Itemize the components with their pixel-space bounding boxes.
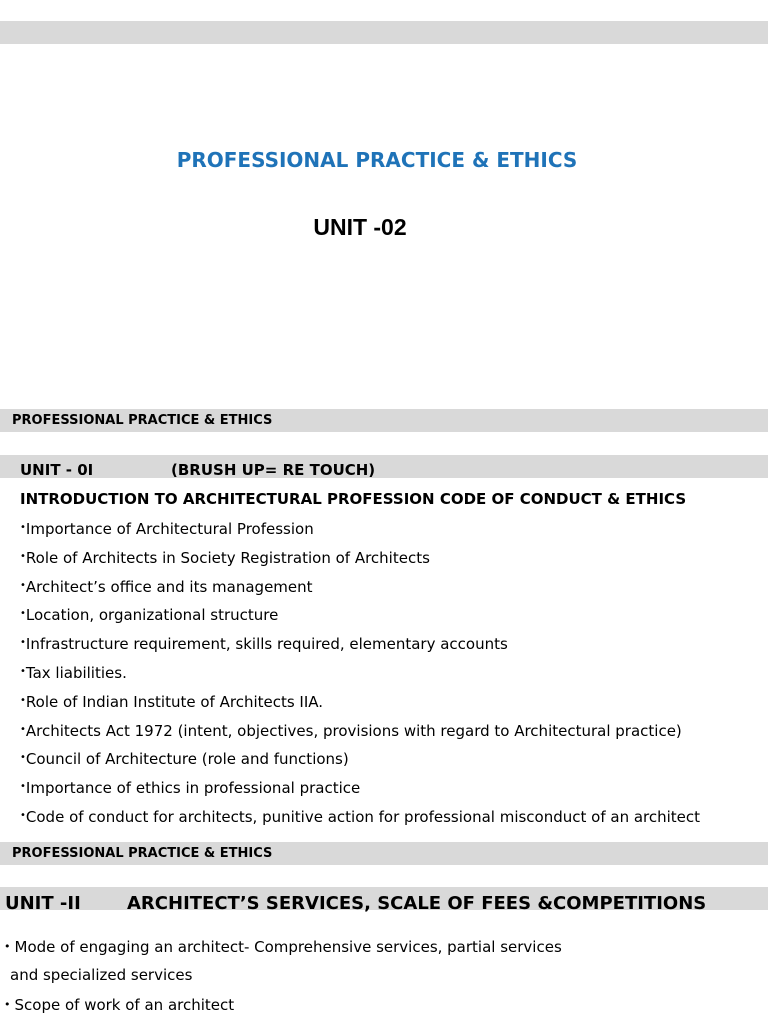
bullet-icon: • [20, 723, 26, 735]
bullet-icon: • [4, 998, 11, 1011]
bullet-icon: • [20, 781, 26, 793]
list-item: •Role of Indian Institute of Architects IIA. [20, 692, 324, 711]
unit-heading [20, 461, 376, 479]
bullet-icon: • [20, 522, 26, 533]
unit-number-title: UNIT -02 [313, 214, 407, 240]
unit-heading-band [0, 455, 768, 478]
topic-list [4, 932, 562, 1019]
list-item-continuation: and specialized services [10, 966, 193, 984]
bullet-icon: • [4, 940, 11, 953]
list-item: •Importance of ethics in professional practice [20, 779, 361, 798]
unit-subtitle: (BRUSH UP= RE TOUCH) [171, 461, 376, 479]
list-item: •Location, organizational structure [20, 606, 279, 625]
unit-label: UNIT - 0I [20, 461, 94, 479]
bullet-icon: • [20, 637, 26, 649]
list-item: •Infrastructure requirement, skills required, elementary accounts [20, 635, 508, 654]
list-item: • Scope of work of an architect [4, 996, 235, 1014]
unit-heading [5, 893, 707, 914]
unit-label: UNIT -II [5, 893, 81, 914]
slide-header-text: PROFESSIONAL PRACTICE & ETHICS [12, 413, 273, 428]
list-item: •Role of Architects in Society Registration of Architects [20, 548, 430, 567]
bullet-icon: • [20, 809, 26, 821]
list-item: •Architect’s office and its management [20, 577, 313, 596]
bullet-icon: • [20, 550, 26, 562]
list-item: • Mode of engaging an architect- Comprehensive services, partial services [4, 938, 562, 956]
list-item: •Importance of Architectural Profession [20, 520, 314, 538]
slide-top-band [0, 21, 768, 44]
bullet-icon: • [20, 579, 26, 591]
bullet-icon: • [20, 608, 26, 620]
section-intro-heading: INTRODUCTION TO ARCHITECTURAL PROFESSION CODE OF CONDUCT & ETHICS [20, 490, 687, 508]
bullet-icon: • [20, 752, 26, 764]
bullet-icon: • [20, 665, 26, 677]
list-item: •Architects Act 1972 (intent, objectives, provisions with regard to Architectural practice) [20, 721, 682, 740]
list-item: •Council of Architecture (role and functions) [20, 750, 349, 769]
unit-subtitle: ARCHITECT’S SERVICES, SCALE OF FEES &COMPETITIONS [127, 893, 707, 914]
bullet-icon: • [20, 694, 26, 706]
list-item: •Tax liabilities. [20, 663, 127, 682]
presentation-title: PROFESSIONAL PRACTICE & ETHICS [176, 148, 578, 172]
topic-list [20, 514, 700, 831]
slide-header-text: PROFESSIONAL PRACTICE & ETHICS [12, 846, 273, 861]
list-item: •Code of conduct for architects, punitive action for professional misconduct of an architect [20, 807, 701, 826]
